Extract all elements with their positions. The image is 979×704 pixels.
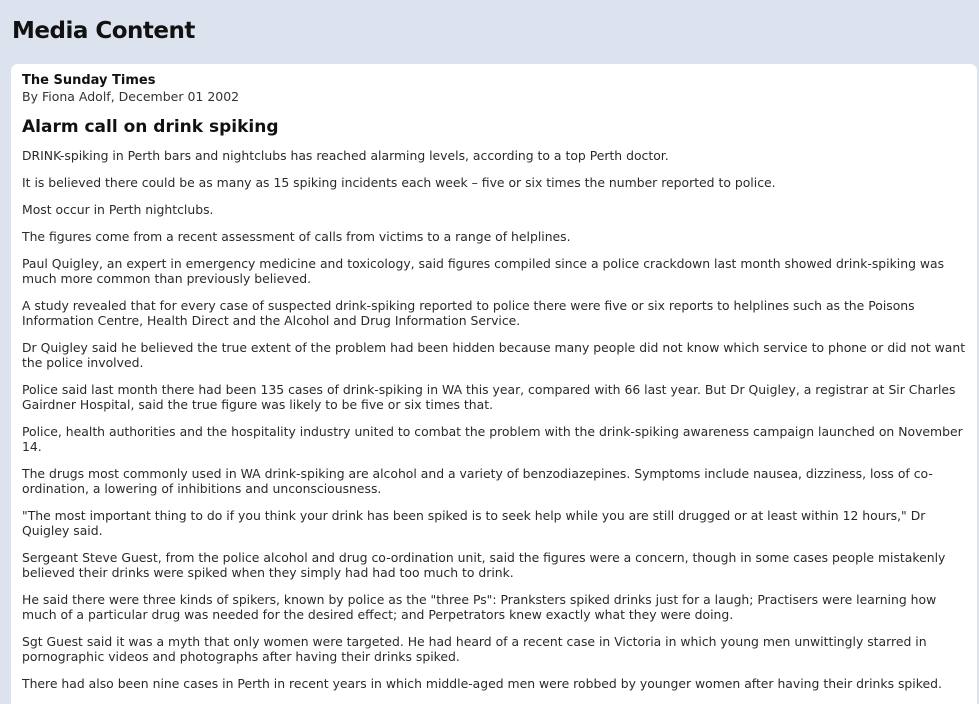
byline-date: , December 01 2002: [111, 89, 239, 104]
page-header: [0, 0, 979, 62]
article-paragraph: A study revealed that for every case of suspected drink-spiking reported to police there were five or six reports to helplines such as the Poisons Information Centre, Health Direct and the Alcohol and Drug Information Service.: [22, 298, 915, 328]
article-paragraph: Most occur in Perth nightclubs.: [22, 202, 214, 217]
page-title: Media Content: [12, 18, 195, 44]
article-paragraph: Sgt Guest said it was a myth that only women were targeted. He had heard of a recent case in Victoria in which young men unwittingly starred in pornographic videos and photographs after having their drinks spiked.: [22, 634, 927, 664]
article-byline: [22, 89, 967, 105]
article-source: The Sunday Times: [22, 73, 156, 88]
article-paragraph: "The most important thing to do if you think your drink has been spiked is to seek help while you are still drugged or at least within 12 hours," Dr Quigley said.: [22, 508, 926, 538]
article-body: [22, 148, 967, 691]
article-paragraph: The drugs most commonly used in WA drink-spiking are alcohol and a variety of benzodiazepines. Symptoms include nausea, dizziness, loss of co-ordination, a lowering of inhibitions and unconsciousness.: [22, 466, 933, 496]
article-paragraph: The figures come from a recent assessment of calls from victims to a range of helplines.: [22, 229, 571, 244]
article-paragraph: It is believed there could be as many as 15 spiking incidents each week – five or six times the number reported to police.: [22, 175, 776, 190]
byline-author: By Fiona Adolf: [22, 89, 111, 104]
article-paragraph: There had also been nine cases in Perth in recent years in which middle-aged men were robbed by younger women after having their drinks spiked.: [22, 676, 942, 691]
article-paragraph: Police, health authorities and the hospitality industry united to combat the problem with the drink-spiking awareness campaign launched on November 14.: [22, 424, 963, 454]
article-paragraph: Sergeant Steve Guest, from the police alcohol and drug co-ordination unit, said the figures were a concern, though in some cases people mistakenly believed their drinks were spiked when they simply had had too much to drink.: [22, 550, 946, 580]
media-content-card: [11, 64, 977, 704]
article-paragraph: DRINK-spiking in Perth bars and nightclubs has reached alarming levels, according to a top Perth doctor.: [22, 148, 669, 163]
article-paragraph: Paul Quigley, an expert in emergency medicine and toxicology, said figures compiled since a police crackdown last month showed drink-spiking was much more common than previously believed.: [22, 256, 945, 286]
article-paragraph: He said there were three kinds of spikers, known by police as the "three Ps": Pranksters spiked drinks just for a laugh; Practisers were learning how much of a particular drug was needed for the desired effect; and Perpetrators knew exactly what they were doing.: [22, 592, 937, 622]
article-headline: Alarm call on drink spiking: [22, 117, 279, 137]
article-paragraph: Police said last month there had been 135 cases of drink-spiking in WA this year, compared with 66 last year. But Dr Quigley, a registrar at Sir Charles Gairdner Hospital, said the true figure was likely to be five or six times that.: [22, 382, 956, 412]
article: [22, 73, 967, 703]
article-paragraph: Dr Quigley said he believed the true extent of the problem had been hidden because many people did not know which service to phone or did not want the police involved.: [22, 340, 966, 370]
